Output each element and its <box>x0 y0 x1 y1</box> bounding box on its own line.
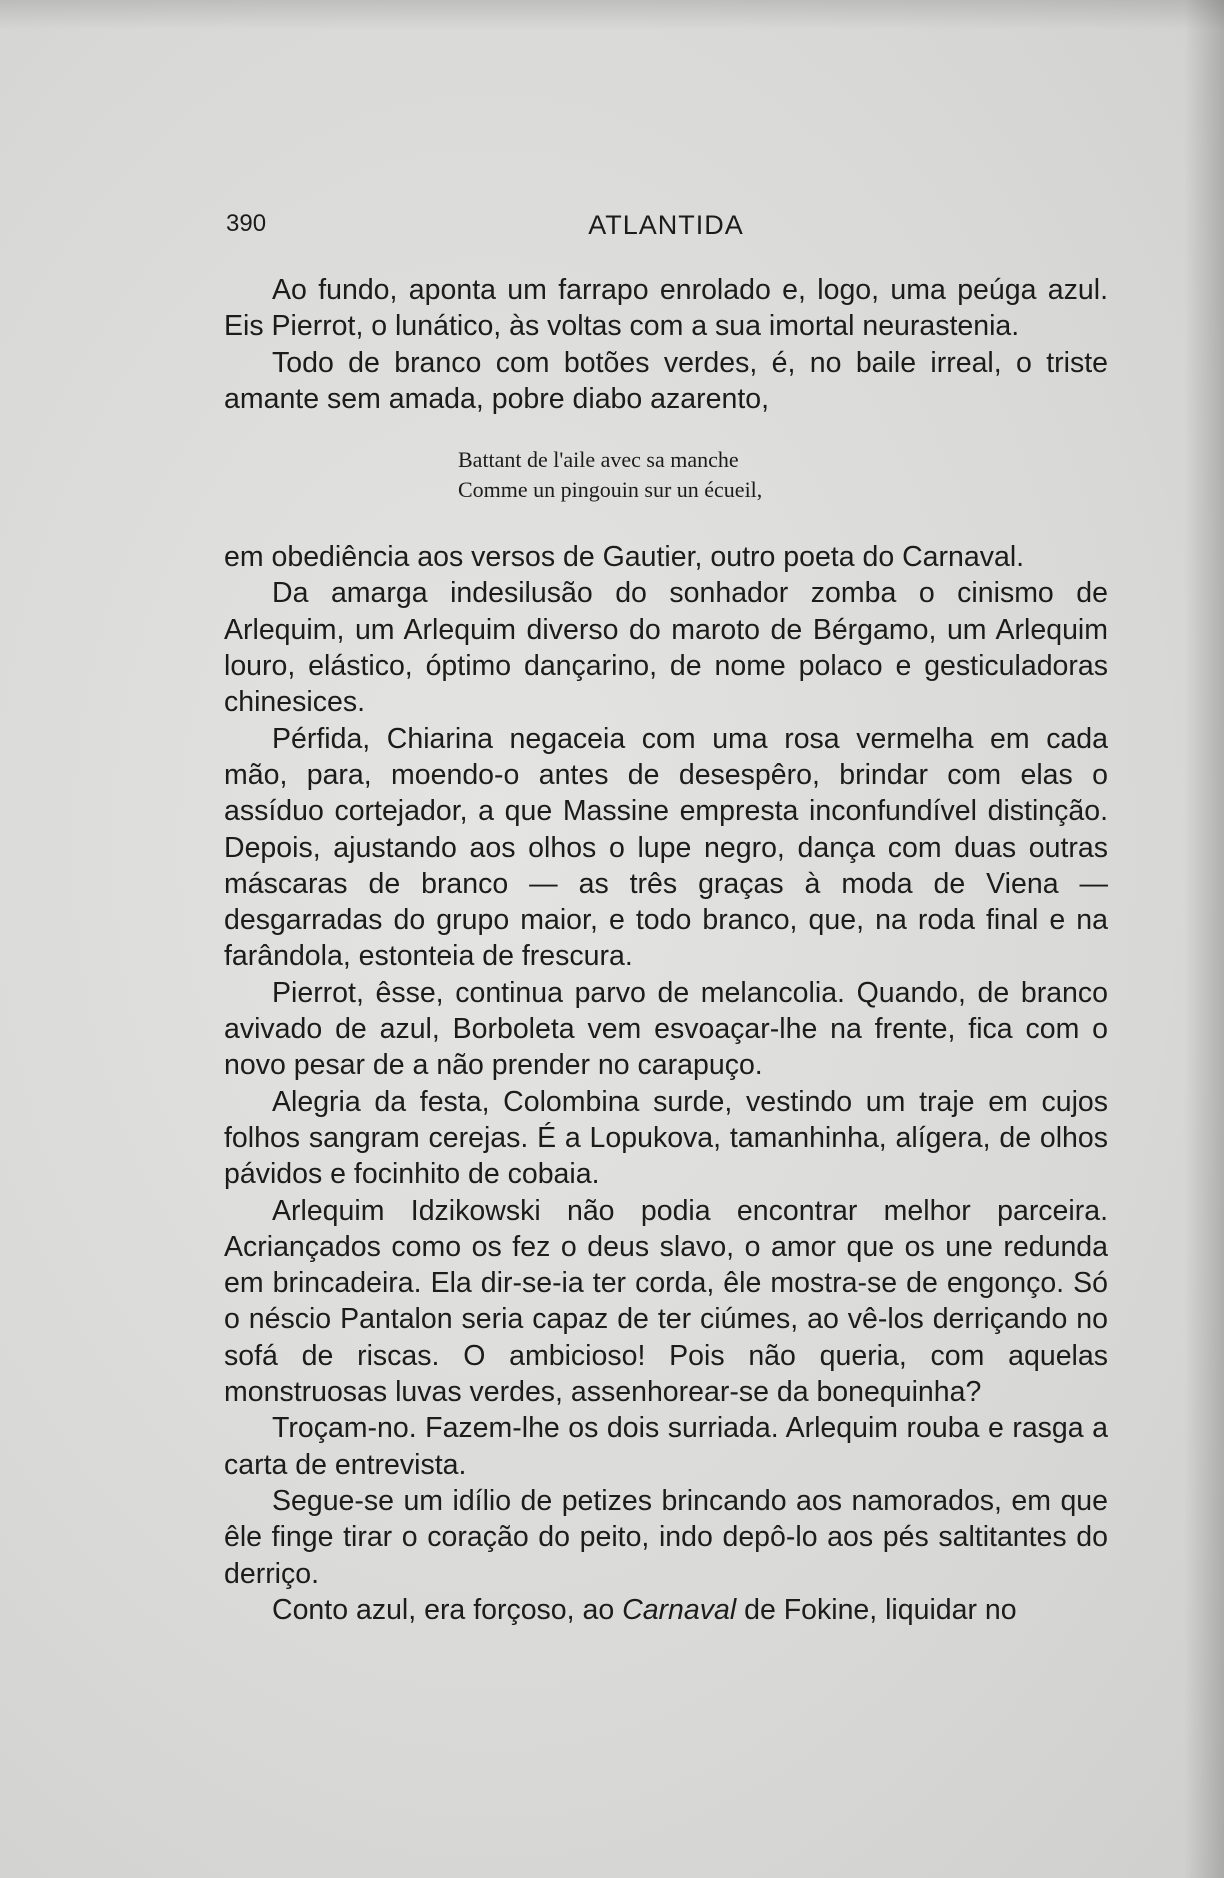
verse-quote <box>458 445 1108 505</box>
verse-line: Comme un pingouin sur un écueil, <box>458 477 763 503</box>
page-top-shadow <box>0 0 1224 30</box>
text-span: Conto azul, era forçoso, ao <box>272 1593 623 1626</box>
paragraph-last <box>224 1592 1108 1628</box>
running-title: ATLANTIDA <box>588 210 744 240</box>
paragraph: Arlequim Idzikowski não podia encontrar melhor parceira. Acriançados como os fez o deus slavo, o amor que os une redunda em brincadeira. Ela dir-se-ia ter corda, êle mostra-se de engonço. Só o néscio Pantalon seria capaz de ter ciúmes, ao vê-los derriçando no sofá de riscas. O ambicioso! Pois não queria, com aquelas monstruosas luvas verdes, assenhorear-se da bonequinha? <box>224 1194 1108 1409</box>
paragraph: Da amarga indesilusão do sonhador zomba o cinismo de Arlequim, um Arlequim diverso do maroto de Bérgamo, um Arlequim louro, elástico, óptimo dançarino, de nome polaco e gesticuladoras chinesices. <box>224 577 1108 719</box>
page-body <box>224 272 1108 1628</box>
page-number: 390 <box>226 210 267 237</box>
paragraph: em obediência aos versos de Gautier, outro poeta do Carnaval. <box>224 541 1025 574</box>
paragraph: Pierrot, êsse, continua parvo de melancolia. Quando, de branco avivado de azul, Borboleta vem esvoaçar-lhe na frente, fica com o novo pesar de a não prender no carapuço. <box>224 976 1108 1082</box>
paragraph: Alegria da festa, Colombina surde, vestindo um traje em cujos folhos sangram cerejas. É a Lopukova, tamanhinha, alígera, de olhos pávidos e focinhito de cobaia. <box>224 1085 1108 1191</box>
italic-title: Carnaval <box>622 1593 737 1626</box>
verse-line: Battant de l'aile avec sa manche <box>458 447 739 473</box>
page-edge-shadow <box>1184 0 1224 1878</box>
paragraph: Segue-se um idílio de petizes brincando aos namorados, em que êle finge tirar o coração do peito, indo depô-lo aos pés saltitantes do derriço. <box>224 1484 1108 1590</box>
paragraph: Troçam-no. Fazem-lhe os dois surriada. Arlequim rouba e rasga a carta de entrevista. <box>224 1412 1108 1481</box>
page-header <box>226 210 1106 250</box>
paragraph: Todo de branco com botões verdes, é, no baile irreal, o triste amante sem amada, pobre diabo azarento, <box>224 346 1108 415</box>
paragraph: Ao fundo, aponta um farrapo enrolado e, logo, uma peúga azul. Eis Pierrot, o lunático, às voltas com a sua imortal neurastenia. <box>224 274 1108 343</box>
paragraph: Pérfida, Chiarina negaceia com uma rosa vermelha em cada mão, para, moendo-o antes de desespêro, brindar com elas o assíduo cortejador, a que Massine empresta inconfundível distinção. Depois, ajustando aos olhos o lupe negro, dança com duas outras máscaras de branco — as três graças à moda de Viena — desgarradas do grupo maior, e todo branco, que, na roda final e na farândola, estonteia de frescura. <box>224 722 1108 973</box>
text-span: de Fokine, liquidar no <box>736 1593 1017 1626</box>
